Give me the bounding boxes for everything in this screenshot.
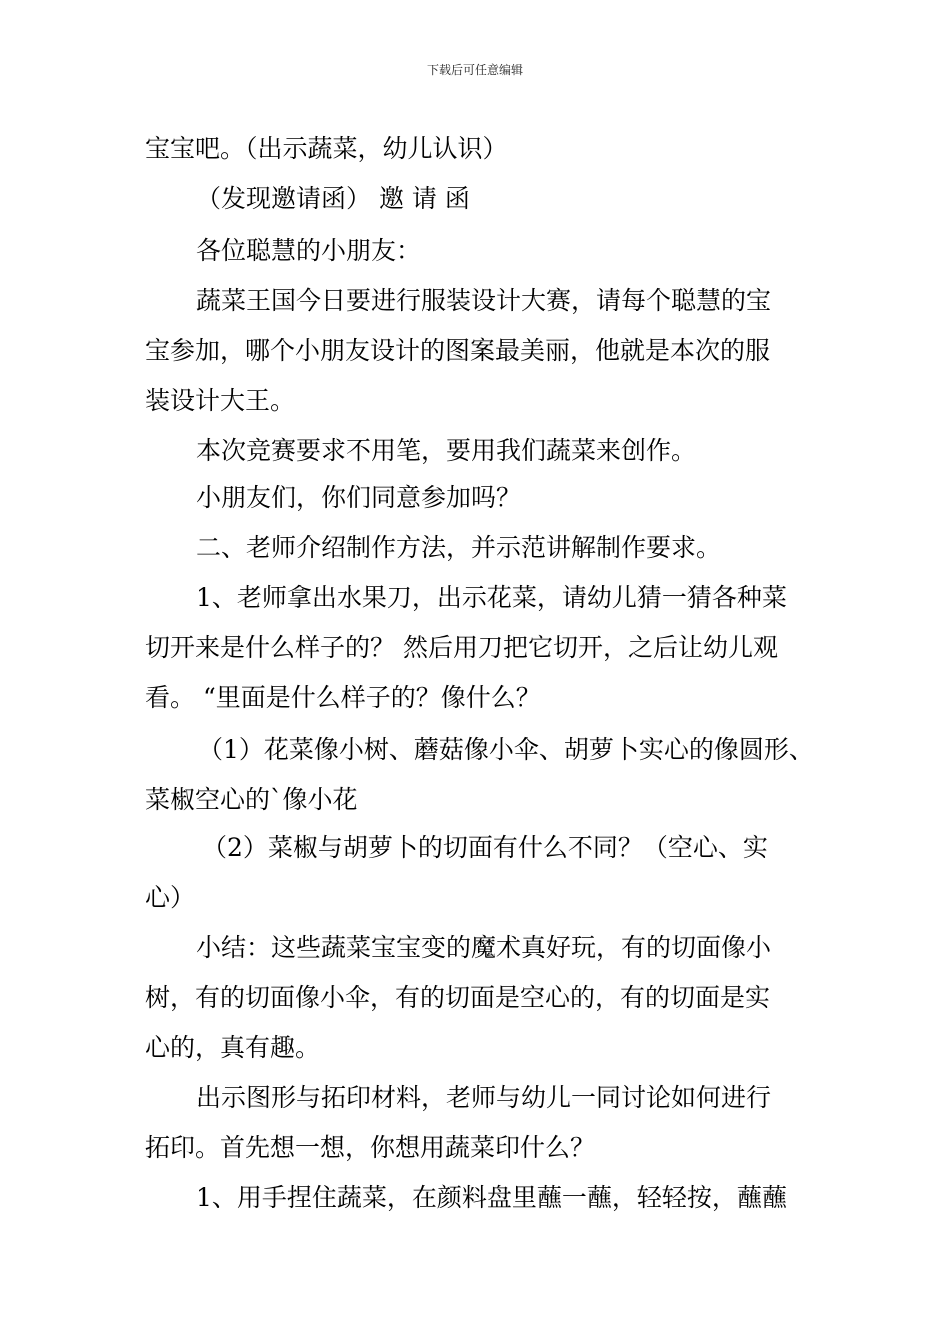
text-line: 本次竞赛要求不用笔，要用我们蔬菜来创作。: [196, 436, 697, 465]
text-line: 菜椒空心的`像小花: [145, 785, 358, 814]
text-line: 小朋友们，你们同意参加吗？: [196, 483, 522, 512]
text-line: 宝参加，哪个小朋友设计的图案最美丽，他就是本次的服: [145, 336, 771, 365]
text-line: 心）: [145, 883, 196, 912]
page-header: 下载后可任意编辑: [426, 63, 523, 77]
text-line: （发现邀请函） 邀 请 函: [196, 184, 470, 213]
text-line: 宝宝吧。（出示蔬菜，幼儿认识）: [145, 134, 508, 163]
text-line: （1）花菜像小树、蘑菇像小伞、胡萝卜实心的像圆形、: [198, 735, 814, 764]
text-line: 拓印。首先想一想，你想用蔬菜印什么？: [145, 1133, 596, 1162]
text-line: 出示图形与拓印材料，老师与幼儿一同讨论如何进行: [196, 1083, 772, 1112]
text-line: 1、用手捏住蔬菜，在颜料盘里蘸一蘸，轻轻按，蘸蘸: [196, 1183, 787, 1212]
text-line: 蔬菜王国今日要进行服装设计大赛，请每个聪慧的宝: [196, 286, 772, 315]
text-line: 心的，真有趣。: [145, 1033, 321, 1062]
text-line: 小结：这些蔬菜宝宝变的魔术真好玩，有的切面像小: [196, 933, 772, 962]
text-line: 树，有的切面像小伞，有的切面是空心的，有的切面是实: [145, 983, 771, 1012]
text-line: 各位聪慧的小朋友：: [196, 236, 422, 265]
text-line: 切开来是什么样子的？ 然后用刀把它切开，之后让幼儿观: [145, 633, 778, 662]
text-line: 二、老师介绍制作方法，并示范讲解制作要求。: [196, 533, 722, 562]
text-line: （2）菜椒与胡萝卜的切面有什么不同？（空心、实: [202, 833, 768, 862]
text-line: 看。 “里面是什么样子的？像什么？: [145, 683, 541, 712]
text-line: 1、老师拿出水果刀，出示花菜，请幼儿猜一猜各种菜: [196, 583, 787, 612]
text-line: 装设计大王。: [145, 386, 296, 415]
